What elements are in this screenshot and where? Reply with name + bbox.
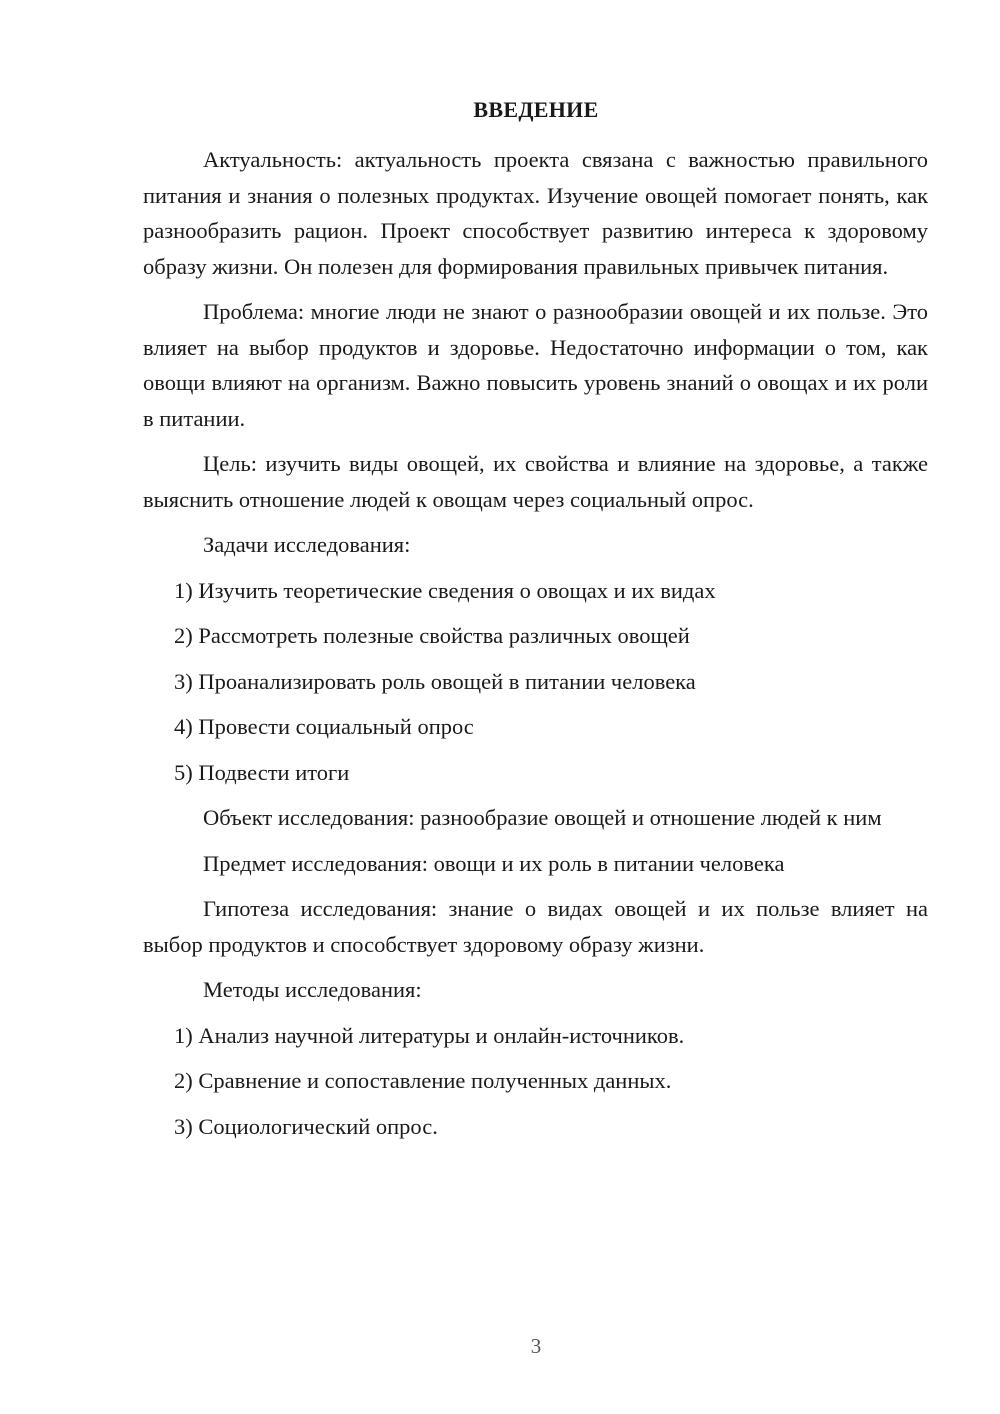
page-number: 3 <box>530 1334 542 1358</box>
subject-paragraph: Предмет исследования: овощи и их роль в питании человека <box>203 850 785 876</box>
task-item: 1) Изучить теоретические сведения о овощах и их видах <box>174 577 716 603</box>
goal-paragraph: Цель: изучить виды овощей, их свойства и влияние на здоровье, а также выяснить отношение людей к овощам через социальный опрос. <box>143 451 928 512</box>
problem-paragraph: Проблема: многие люди не знают о разнообразии овощей и их пользе. Это влияет на выбор продуктов и здоровье. Недостаточно информации о том, как овощи влияют на организм. Важно повысить уровень знаний о овощах и их роли в питании. <box>143 299 928 431</box>
methods-heading: Методы исследования: <box>203 977 422 1002</box>
method-item: 2) Сравнение и сопоставление полученных данных. <box>174 1068 672 1093</box>
method-item: 3) Социологический опрос. <box>174 1113 438 1139</box>
document-body <box>143 142 928 1144</box>
task-item: 3) Проанализировать роль овощей в питании человека <box>174 668 696 694</box>
task-item: 2) Рассмотреть полезные свойства различных овощей <box>174 623 690 648</box>
method-item: 1) Анализ научной литературы и онлайн-источников. <box>174 1022 685 1048</box>
page-title: ВВЕДЕНИЕ <box>473 97 599 122</box>
relevance-paragraph: Актуальность: актуальность проекта связана с важностью правильного питания и знания о полезных продуктах. Изучение овощей помогает понять, как разнообразить рацион. Проект способствует развитию интереса к здоровому образу жизни. Он полезен для формирования правильных привычек питания. <box>143 147 928 279</box>
task-item: 5) Подвести итоги <box>174 759 350 785</box>
tasks-heading: Задачи исследования: <box>203 532 411 557</box>
task-item: 4) Провести социальный опрос <box>174 714 474 739</box>
object-paragraph: Объект исследования: разнообразие овощей и отношение людей к ним <box>203 805 882 830</box>
hypothesis-paragraph: Гипотеза исследования: знание о видах овощей и их пользе влияет на выбор продуктов и способствует здоровому образу жизни. <box>143 896 928 957</box>
